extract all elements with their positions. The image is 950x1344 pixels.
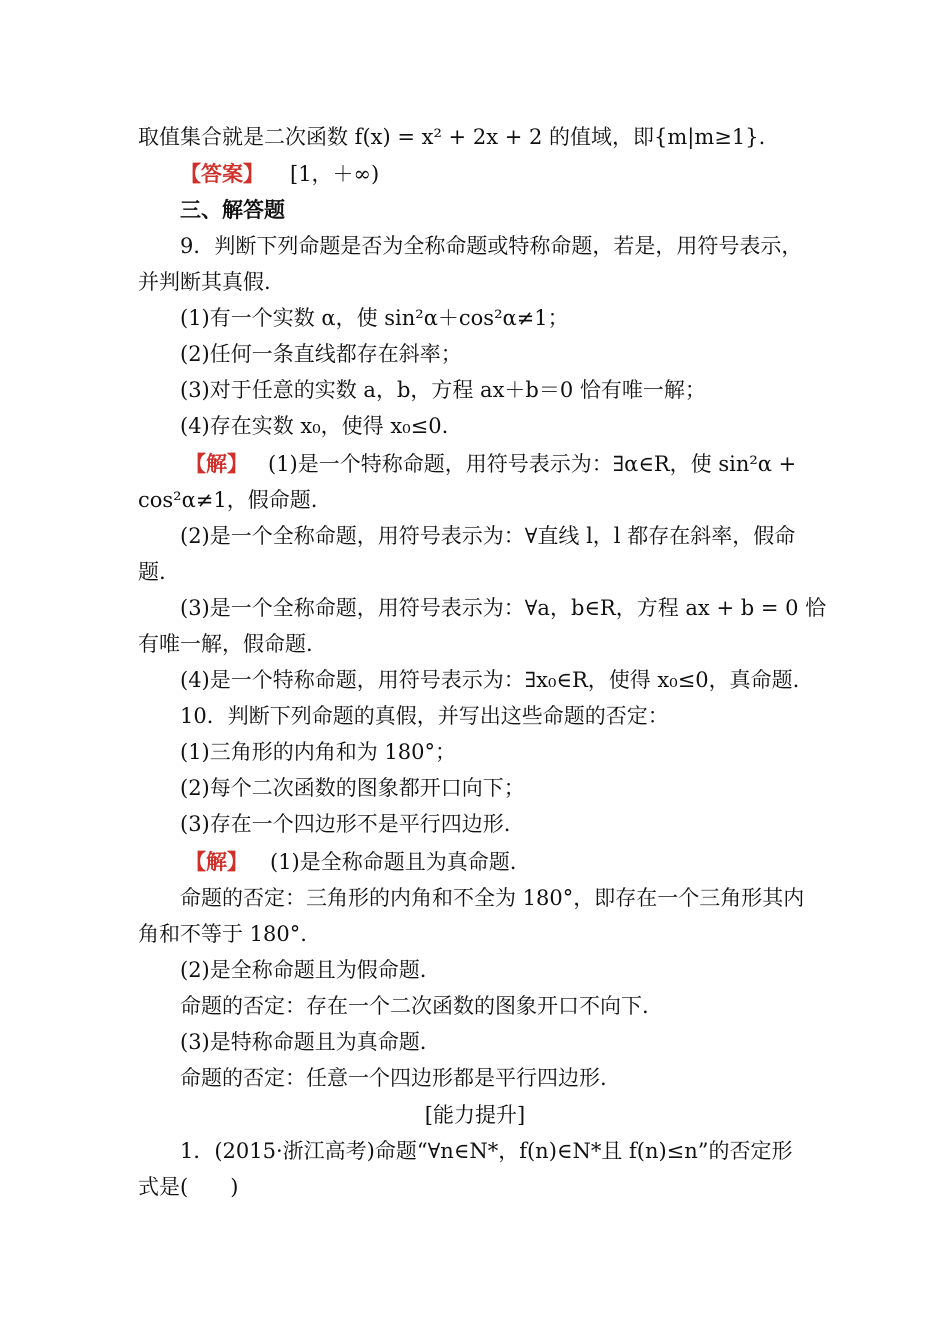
q9-line-2: 并判断其真假. — [138, 270, 271, 294]
q9-item-4: (4)存在实数 x₀，使得 x₀≤0. — [180, 414, 449, 438]
q10-line-1: 10．判断下列命题的真假，并写出这些命题的否定： — [180, 704, 669, 728]
solution-label-9: 【解】 — [185, 451, 248, 476]
solution-9-2a: (2)是一个全称命题，用符号表示为：∀直线 l，l 都存在斜率，假命 — [180, 524, 796, 548]
solution-label-10: 【解】 — [185, 849, 248, 874]
solution-9-4: (4)是一个特称命题，用符号表示为：∃x₀∈R，使得 x₀≤0，真命题. — [180, 668, 800, 692]
solution-10-2: (2)是全称命题且为假命题. — [180, 958, 427, 982]
solution-10-neg2: 命题的否定：存在一个二次函数的图象开口不向下. — [180, 994, 649, 1018]
q10-item-3: (3)存在一个四边形不是平行四边形. — [180, 812, 511, 836]
solution-9-3a: (3)是一个全称命题，用符号表示为：∀a，b∈R，方程 ax + b = 0 恰 — [180, 596, 827, 620]
q9-line-1: 9．判断下列命题是否为全称命题或特称命题，若是，用符号表示， — [180, 234, 803, 258]
solution-9-3b: 有唯一解，假命题. — [138, 632, 313, 656]
solution-10-neg1b: 角和不等于 180°. — [138, 922, 307, 946]
ability-heading: [能力提升] — [424, 1103, 526, 1127]
q9-item-1: (1)有一个实数 α，使 sin²α＋cos²α≠1； — [180, 306, 569, 330]
q9-item-3: (3)对于任意的实数 a，b，方程 ax＋b＝0 恰有唯一解； — [180, 378, 706, 402]
ability-q1-b: 式是( ) — [138, 1175, 239, 1199]
answer-value: [1，＋∞) — [290, 162, 380, 186]
q10-item-2: (2)每个二次函数的图象都开口向下； — [180, 776, 525, 800]
line-1: 取值集合就是二次函数 f(x) = x² + 2x + 2 的值域，即{m|m≥1}. — [138, 125, 766, 149]
q9-item-2: (2)任何一条直线都存在斜率； — [180, 342, 462, 366]
solution-9-1a: (1)是一个特称命题，用符号表示为：∃α∈R，使 sin²α + — [268, 452, 797, 476]
solution-10-3: (3)是特称命题且为真命题. — [180, 1030, 427, 1054]
solution-10-neg1a: 命题的否定：三角形的内角和不全为 180°，即存在一个三角形其内 — [180, 886, 805, 910]
answer-label: 【答案】 — [180, 161, 264, 186]
ability-q1-a: 1．(2015·浙江高考)命题“∀n∈N*，f(n)∈N*且 f(n)≤n”的否定形 — [180, 1139, 793, 1163]
solution-9-2b: 题. — [138, 560, 166, 584]
solution-9-1b: cos²α≠1，假命题. — [138, 488, 318, 512]
solution-10-1: (1)是全称命题且为真命题. — [270, 850, 517, 874]
solution-10-neg3: 命题的否定：任意一个四边形都是平行四边形. — [180, 1066, 607, 1090]
q10-item-1: (1)三角形的内角和为 180°； — [180, 740, 457, 764]
section-heading: 三、解答题 — [180, 197, 285, 222]
